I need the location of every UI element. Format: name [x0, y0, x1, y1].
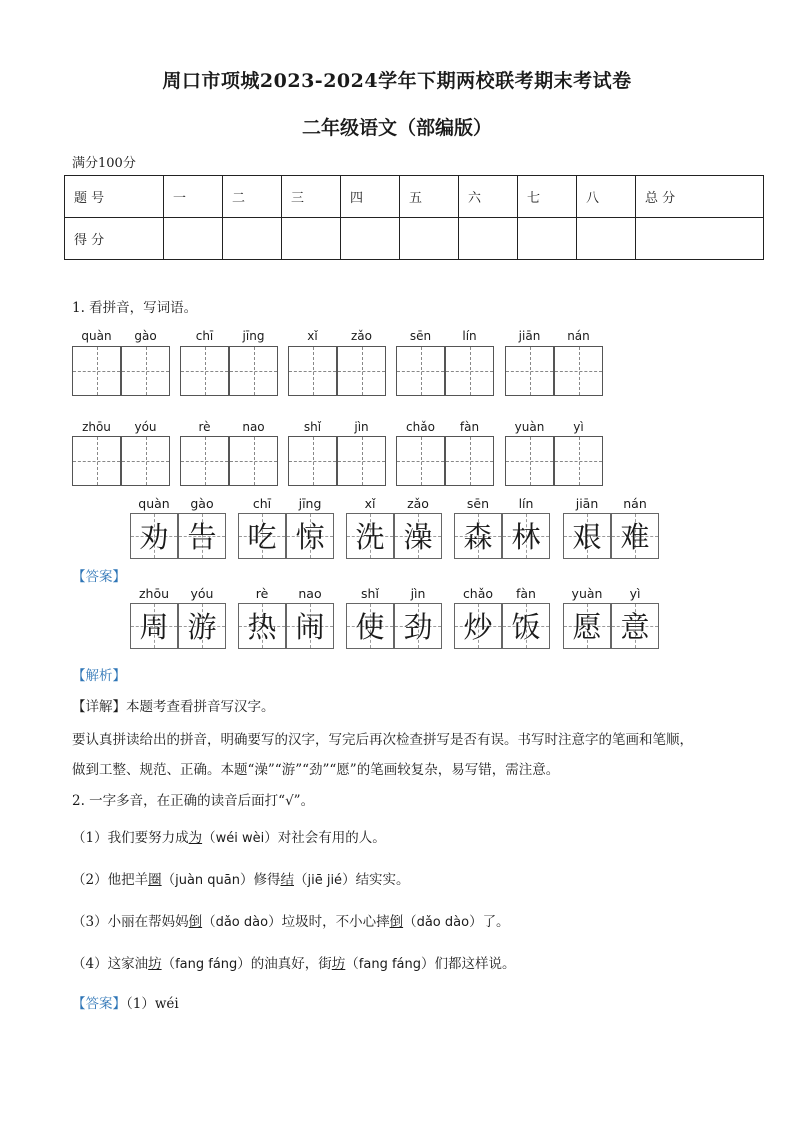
answer-pinyin: quàn — [138, 496, 170, 511]
answer-character: 劝 — [139, 520, 169, 554]
score-cell: 题 号 — [65, 176, 164, 218]
writing-box[interactable] — [72, 346, 121, 396]
full-score: 满分100分 — [72, 156, 136, 171]
q2-text: （3）小丽在帮妈妈 — [72, 914, 189, 930]
answer-character: 艰 — [572, 520, 602, 554]
answer-character: 闹 — [295, 610, 325, 644]
q2-target-char: 圈 — [148, 872, 162, 888]
answer-box — [178, 513, 226, 559]
q2-pinyin-options: wéi wèi — [215, 831, 265, 846]
pinyin-label: zǎo — [351, 329, 372, 343]
writing-box[interactable] — [288, 436, 337, 486]
answer-pinyin: chī — [252, 496, 272, 511]
writing-box[interactable] — [180, 346, 229, 396]
answer-pinyin: nao — [298, 586, 322, 601]
answer-box — [238, 603, 286, 649]
answer-pinyin: jiān — [575, 496, 599, 511]
answer-character: 森 — [463, 520, 493, 554]
pinyin-label: jiān — [518, 329, 541, 343]
writing-box[interactable] — [445, 436, 494, 486]
q2-text: 们都这样说。 — [434, 956, 516, 972]
q2-text: （2）他把羊 — [72, 872, 149, 888]
q2-text: 修得 — [253, 872, 281, 888]
analysis-label: 【解析】 — [72, 668, 126, 684]
q2-target-char: 倒 — [188, 914, 203, 930]
pinyin-label: sēn — [409, 329, 432, 343]
writing-box[interactable] — [288, 346, 337, 396]
writing-box[interactable] — [72, 436, 121, 486]
score-cell: 七 — [518, 176, 577, 218]
pinyin-label: jìn — [354, 420, 369, 434]
score-cell: 六 — [459, 176, 518, 218]
writing-box[interactable] — [337, 436, 386, 486]
answer-character: 意 — [620, 610, 650, 644]
score-header-row — [65, 176, 764, 218]
score-blank — [636, 218, 764, 260]
answer-box — [502, 513, 550, 559]
writing-box[interactable] — [554, 346, 603, 396]
q2-target-char: 结 — [280, 872, 294, 888]
q2-pinyin-options: fang fáng — [175, 957, 238, 972]
q2-text: 垃圾时，不小心摔 — [281, 914, 390, 930]
answer-pinyin: yuàn — [571, 586, 603, 601]
q2-text: （1）我们要努力成 — [72, 830, 189, 846]
score-cell: 二 — [223, 176, 282, 218]
answer-pinyin: yóu — [190, 586, 214, 601]
pinyin-label: yì — [573, 420, 584, 434]
answer-character: 吃 — [247, 520, 277, 554]
answer-character: 林 — [511, 520, 541, 554]
score-cell: 一 — [164, 176, 223, 218]
explain-line-1: 要认真拼读给出的拼音，明确要写的汉字，写完后再次检查拼写是否有误。书写时注意字的笔画和笔顺， — [72, 732, 693, 748]
answer-box — [130, 513, 178, 559]
writing-box[interactable] — [229, 346, 278, 396]
answer-character: 炒 — [463, 610, 493, 644]
pinyin-label: gào — [134, 329, 157, 343]
q2-pinyin-options: juàn quān — [175, 873, 240, 888]
q2-text: 了。 — [482, 914, 510, 930]
answer-box — [130, 603, 178, 649]
writing-box[interactable] — [229, 436, 278, 486]
pinyin-label: chǎo — [406, 420, 435, 434]
pinyin-label: rè — [198, 420, 211, 434]
answer-box — [611, 603, 659, 649]
answer-pinyin: yì — [629, 586, 641, 601]
score-blank — [282, 218, 341, 260]
writing-box[interactable] — [396, 346, 445, 396]
answer-box — [394, 513, 442, 559]
pinyin-label: yuàn — [514, 420, 545, 434]
exam-subtitle: 二年级语文（部编版） — [301, 117, 492, 139]
q2-text: 的油真好，街 — [250, 956, 332, 972]
answer-pinyin: jìn — [410, 586, 426, 601]
answer-pinyin: nán — [623, 496, 647, 511]
pinyin-label: quàn — [81, 329, 112, 343]
q2-text: 对社会有用的人。 — [277, 830, 386, 846]
answer-character: 告 — [187, 520, 217, 554]
writing-box[interactable] — [445, 346, 494, 396]
answer-box — [346, 513, 394, 559]
q2-answer-text: （1）wéi — [126, 996, 179, 1012]
answer-box — [454, 513, 502, 559]
q2-item-2: （2）他把羊圈（juàn quān）修得结（jiē jié）结实实。 — [72, 872, 410, 888]
answer-character: 周 — [139, 610, 169, 644]
answer-box — [286, 513, 334, 559]
pinyin-label: shǐ — [303, 420, 322, 434]
pinyin-label: lín — [462, 329, 477, 343]
pinyin-label: jīng — [242, 329, 265, 343]
pinyin-label: xǐ — [307, 329, 318, 343]
q2-target-char: 坊 — [331, 956, 346, 972]
answer-box — [454, 603, 502, 649]
q1-stem: 1. 看拼音，写词语。 — [72, 300, 198, 316]
detail-text: 【详解】本题考查看拼音写汉字。 — [72, 699, 275, 715]
answer-character: 愿 — [572, 610, 602, 644]
answer-pinyin: shǐ — [361, 586, 379, 601]
score-cell: 八 — [577, 176, 636, 218]
score-cell: 总 分 — [636, 176, 764, 218]
answer-character: 游 — [187, 610, 217, 644]
q2-target-char: 倒 — [389, 914, 404, 930]
answer-box — [563, 603, 611, 649]
score-row-label: 得 分 — [65, 218, 164, 260]
q2-target-char: 坊 — [148, 956, 162, 972]
q2-item-1: （1）我们要努力成为（wéi wèi）对社会有用的人。 — [72, 830, 386, 846]
writing-box[interactable] — [121, 436, 170, 486]
answer-character: 劲 — [403, 610, 433, 644]
answer-box — [286, 603, 334, 649]
score-blank — [577, 218, 636, 260]
answer-character: 使 — [355, 610, 385, 644]
answer-pinyin: chǎo — [462, 586, 494, 601]
pinyin-label: chī — [195, 329, 214, 343]
q2-item-3: （3）小丽在帮妈妈倒（dǎo dào）垃圾时，不小心摔倒（dǎo dào）了。 — [72, 914, 510, 930]
score-blank — [223, 218, 282, 260]
answer-pinyin: sēn — [466, 496, 490, 511]
answer-character: 澡 — [403, 520, 433, 554]
q2-stem: 2. 一字多音，在正确的读音后面打“√”。 — [72, 793, 315, 809]
q2-answer — [72, 992, 179, 1012]
exam-title: 周口市项城2023-2024学年下期两校联考期末考试卷 — [162, 70, 632, 92]
answer-pinyin: zǎo — [407, 496, 429, 511]
answer-character: 惊 — [295, 520, 325, 554]
explain-line-2: 做到工整、规范、正确。本题“澡”“游”“劲”“愿”的笔画较复杂，易写错，需注意。 — [72, 762, 560, 778]
q2-pinyin-options: jiē jié — [307, 873, 343, 888]
pinyin-label: nán — [567, 329, 590, 343]
q2-item-4: （4）这家油坊（fang fáng）的油真好，街坊（fang fáng）们都这样说。 — [72, 956, 516, 972]
q2-text: 结实实。 — [355, 872, 410, 888]
q2-target-char: 为 — [188, 830, 203, 846]
answer-box — [346, 603, 394, 649]
answer-character: 洗 — [355, 520, 385, 554]
answer-pinyin: xǐ — [364, 496, 376, 511]
q2-pinyin-options: dǎo dào — [416, 915, 470, 930]
score-blank — [518, 218, 577, 260]
writing-box[interactable] — [505, 436, 554, 486]
answer-pinyin: jīng — [298, 496, 322, 511]
score-blank — [459, 218, 518, 260]
score-cell: 四 — [341, 176, 400, 218]
writing-box[interactable] — [554, 436, 603, 486]
answer-pinyin: lín — [518, 496, 534, 511]
answer-character: 饭 — [511, 610, 541, 644]
answer-pinyin: fàn — [516, 586, 536, 601]
writing-box[interactable] — [180, 436, 229, 486]
answer-box — [178, 603, 226, 649]
answer-pinyin: gào — [190, 496, 214, 511]
answer-label: 【答案】 — [72, 569, 126, 585]
answer-box — [238, 513, 286, 559]
score-blank — [164, 218, 223, 260]
pinyin-label: fàn — [459, 420, 480, 434]
answer-box — [502, 603, 550, 649]
writing-box[interactable] — [396, 436, 445, 486]
score-table — [64, 175, 764, 260]
writing-box[interactable] — [337, 346, 386, 396]
pinyin-label: zhōu — [82, 420, 111, 434]
score-cell: 五 — [400, 176, 459, 218]
pinyin-label: yóu — [134, 420, 157, 434]
answer-character: 热 — [247, 610, 277, 644]
q2-pinyin-options: fang fáng — [358, 957, 421, 972]
score-value-row — [65, 218, 764, 260]
answer-box — [563, 513, 611, 559]
answer-box — [611, 513, 659, 559]
pinyin-label: nao — [242, 420, 265, 434]
answer-pinyin: rè — [255, 586, 269, 601]
q2-pinyin-options: dǎo dào — [215, 915, 269, 930]
answer-box — [394, 603, 442, 649]
writing-box[interactable] — [121, 346, 170, 396]
writing-box[interactable] — [505, 346, 554, 396]
answer-character: 难 — [620, 520, 650, 554]
q2-text: （4）这家油 — [72, 956, 149, 972]
q2-answer-label: 【答案】 — [72, 996, 126, 1012]
answer-pinyin: zhōu — [138, 586, 170, 601]
score-cell: 三 — [282, 176, 341, 218]
score-blank — [400, 218, 459, 260]
score-blank — [341, 218, 400, 260]
